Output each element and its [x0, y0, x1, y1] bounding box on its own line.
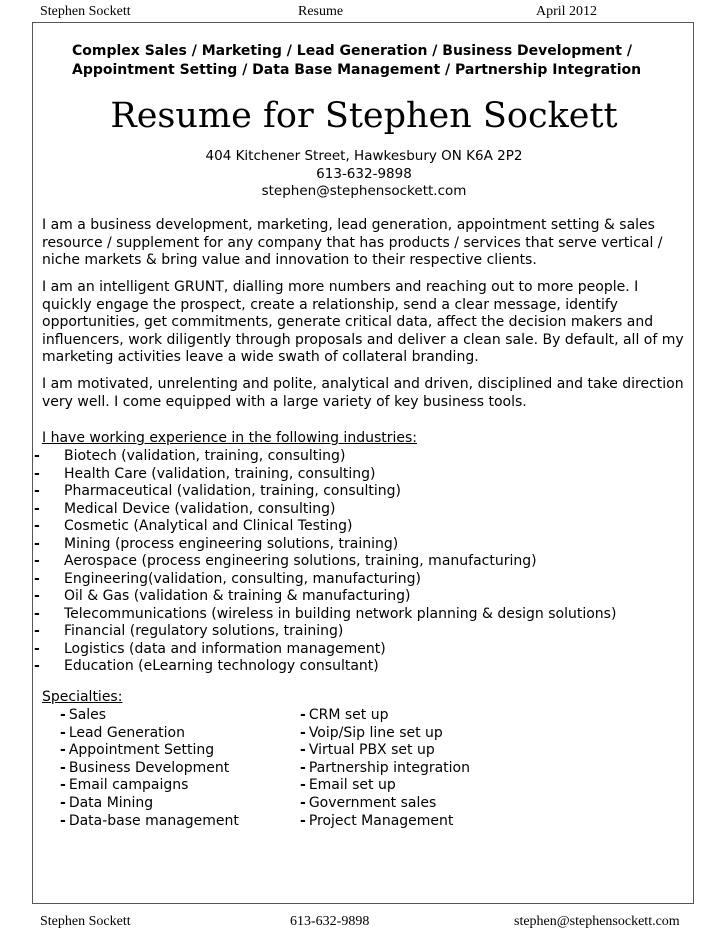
list-item: - Email campaigns — [60, 777, 189, 794]
specialties-heading: Specialties: — [42, 689, 123, 705]
header-doc-type: Resume — [298, 4, 344, 19]
footer-phone: 613-632-9898 — [290, 914, 370, 929]
footer-name: Stephen Sockett — [40, 914, 131, 929]
skills-line-1: Complex Sales / Marketing / Lead Generation / Business Development / — [72, 43, 632, 59]
dash-bullet: - — [34, 448, 40, 464]
list-item: - Government sales — [300, 794, 437, 811]
specialties-right-column — [300, 707, 470, 830]
list-item: - Lead Generation — [60, 724, 185, 741]
dash-bullet: - — [60, 812, 66, 829]
dash-bullet: - — [34, 535, 40, 552]
header-name: Stephen Sockett — [40, 4, 131, 19]
contact-address: 404 Kitchener Street, Hawkesbury ON K6A 2P2 — [205, 148, 523, 164]
dash-bullet: - — [300, 777, 306, 794]
list-item: - Voip/Sip line set up — [300, 724, 443, 741]
skills-line-2: Appointment Setting / Data Base Management / Partnership Integration — [72, 62, 642, 78]
contact-phone: 613-632-9898 — [316, 165, 412, 182]
dash-bullet: - — [34, 623, 40, 639]
dash-bullet: - — [300, 812, 306, 829]
dash-bullet: - — [34, 658, 40, 674]
list-item: - Project Management — [300, 812, 454, 829]
dash-bullet: - — [300, 707, 306, 723]
dash-bullet: - — [300, 742, 306, 759]
dash-bullet: - — [60, 777, 66, 794]
footer-email: stephen@stephensockett.com — [514, 914, 680, 929]
list-item: - Appointment Setting — [60, 742, 215, 759]
list-item: - CRM set up — [300, 707, 389, 723]
list-item: - Email set up — [300, 777, 396, 794]
list-item: - Business Development — [60, 759, 230, 776]
dash-bullet: - — [300, 759, 306, 776]
skills-summary — [72, 42, 641, 80]
list-item: - Sales — [60, 707, 107, 723]
dash-bullet: - — [34, 570, 40, 587]
dash-bullet: - — [300, 724, 306, 741]
dash-bullet: - — [60, 707, 66, 723]
specialties-left-column — [60, 707, 239, 830]
dash-bullet: - — [34, 605, 40, 622]
intro-paragraph-2: I am an intelligent GRUNT, dialling more numbers and reaching out to more people. I quickly engage the prospect, create a relationship, send a clear message, identify opportunities, get commitments, generate critical data, affect the decision makers and influencers, work diligently through proposals and deliver a clean sale. By default, all of my marketing activities leave a wide swath of collateral branding. — [42, 279, 684, 366]
dash-bullet: - — [34, 465, 40, 482]
contact-block — [0, 148, 728, 201]
dash-bullet: - — [60, 794, 66, 811]
list-item: - Partnership integration — [300, 759, 470, 776]
dash-bullet: - — [300, 794, 306, 811]
dash-bullet: - — [34, 518, 40, 534]
dash-bullet: - — [34, 640, 40, 657]
dash-bullet: - — [34, 553, 40, 569]
dash-bullet: - — [34, 588, 40, 604]
intro-paragraph-1: I am a business development, marketing, lead generation, appointment setting & sales resource / supplement for any company that has products / services that serve vertical / niche markets & bring value and innovation to their respective clients. — [42, 217, 663, 269]
list-item: - Data-base management — [60, 812, 239, 829]
intro-paragraph-3: I am motivated, unrelenting and polite, analytical and driven, disciplined and take direction very well. I come equipped with a large variety of key business tools. — [42, 376, 684, 410]
dash-bullet: - — [60, 759, 66, 776]
dash-bullet: - — [60, 724, 66, 741]
contact-email: stephen@stephensockett.com — [261, 183, 467, 199]
header-date: April 2012 — [536, 4, 598, 19]
industries-heading: I have working experience in the following industries: — [42, 430, 418, 446]
list-item: - Virtual PBX set up — [300, 742, 435, 759]
resume-title: Resume for Stephen Sockett — [110, 96, 618, 136]
dash-bullet: - — [34, 500, 40, 517]
list-item: - Data Mining — [60, 794, 154, 811]
dash-bullet: - — [34, 483, 40, 499]
dash-bullet: - — [60, 742, 66, 759]
page-footer — [40, 914, 688, 934]
page-header — [40, 4, 688, 24]
